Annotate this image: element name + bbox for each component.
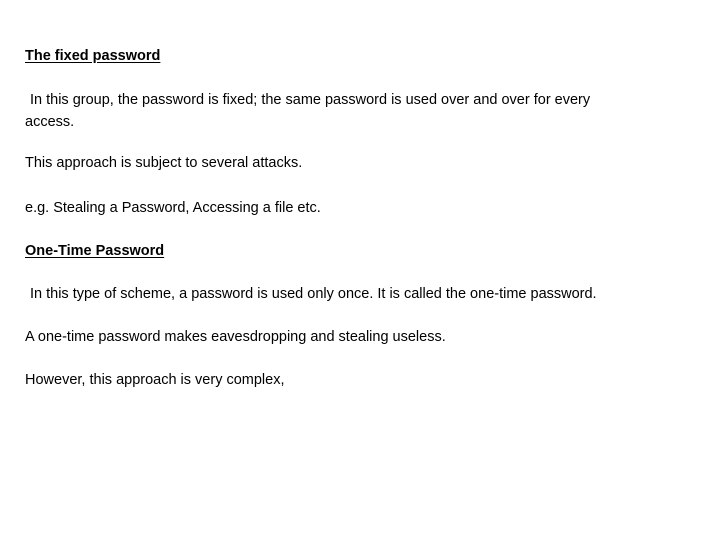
fixed-password-attacks-text: This approach is subject to several attacks. bbox=[25, 155, 303, 171]
fixed-password-example-text: e.g. Stealing a Password, Accessing a file etc. bbox=[25, 200, 321, 216]
fixed-password-heading: The fixed password bbox=[25, 48, 161, 64]
one-time-password-description: In this type of scheme, a password is used only once. It is called the one-time password. bbox=[30, 286, 597, 302]
one-time-password-heading: One-Time Password bbox=[25, 243, 165, 259]
fixed-password-description-line-1: In this group, the password is fixed; the same password is used over and over for every bbox=[30, 92, 591, 108]
one-time-password-benefit-text: A one-time password makes eavesdropping and stealing useless. bbox=[25, 329, 446, 345]
fixed-password-description-line-2: access. bbox=[25, 114, 75, 130]
one-time-password-complexity-text: However, this approach is very complex, bbox=[25, 372, 285, 388]
